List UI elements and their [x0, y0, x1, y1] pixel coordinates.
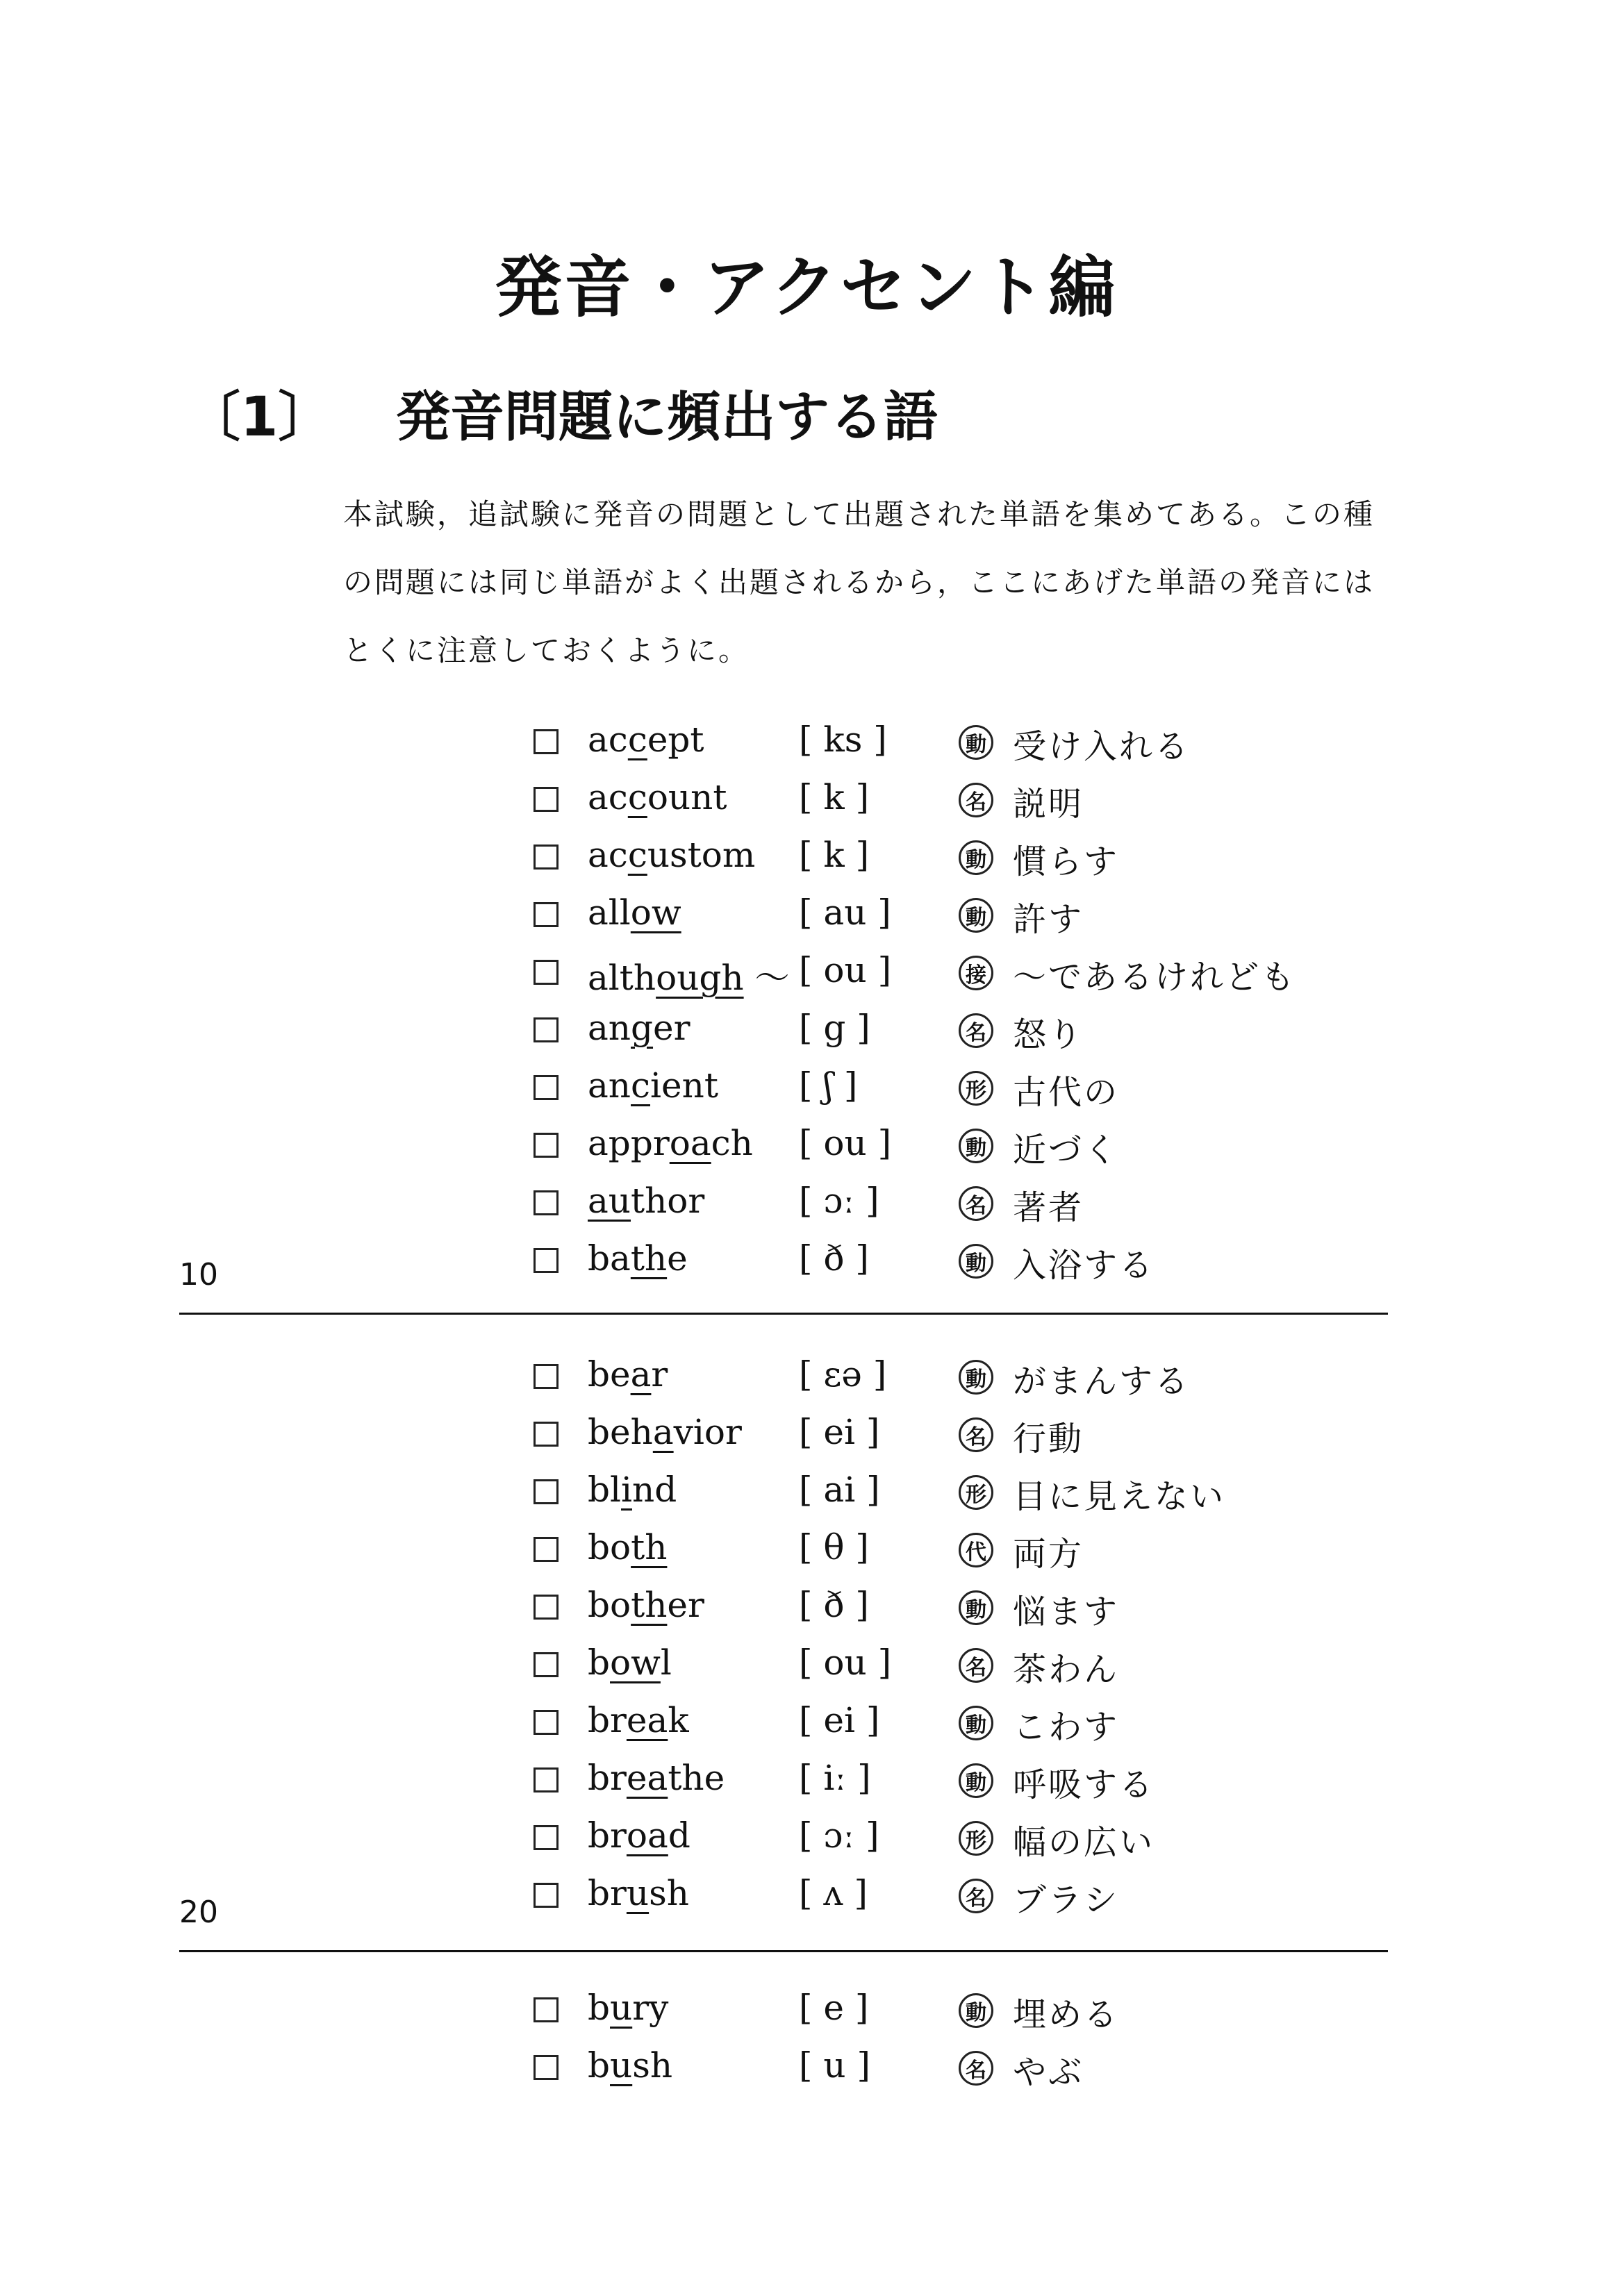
list-item: [533, 1642, 1437, 1691]
part-of-speech-badge: 動: [959, 1763, 993, 1798]
meaning: 埋める: [1013, 1995, 1120, 2034]
underlined-letters: ea: [626, 1758, 668, 1798]
word-part: ～: [743, 958, 790, 998]
word: [588, 719, 704, 760]
word: [588, 1354, 668, 1395]
list-item: [533, 777, 1437, 826]
part-of-speech-badge: 名: [959, 783, 993, 817]
pronunciation: [ θ ]: [799, 1527, 869, 1567]
word-part: er: [667, 1585, 704, 1625]
underlined-letters: th: [631, 1585, 668, 1625]
word-part: an: [588, 1065, 631, 1106]
meaning: 茶わん: [1013, 1650, 1120, 1689]
word-part: vior: [673, 1412, 742, 1452]
checkbox[interactable]: [533, 960, 559, 985]
meaning: 行動: [1013, 1420, 1084, 1458]
part-of-speech-badge: 形: [959, 1821, 993, 1856]
pronunciation: [ ʃ ]: [799, 1065, 858, 1106]
underlined-letters: ea: [626, 1700, 668, 1740]
part-of-speech-badge: 形: [959, 1071, 993, 1106]
pronunciation: [ ð ]: [799, 1238, 869, 1279]
word: [588, 1642, 672, 1683]
word: [588, 777, 727, 817]
checkbox[interactable]: [533, 2055, 559, 2080]
word-part: an: [588, 1008, 631, 1048]
part-of-speech-badge: 名: [959, 2051, 993, 2086]
underlined-letters: a: [652, 1412, 674, 1452]
checkbox[interactable]: [533, 1017, 559, 1042]
word-part: bo: [588, 1585, 631, 1625]
checkbox[interactable]: [533, 845, 559, 870]
underlined-letters: oa: [626, 1815, 668, 1856]
line-number-20: 20: [179, 1895, 218, 1930]
pronunciation: [ k ]: [799, 777, 870, 817]
meaning: 怒り: [1013, 1015, 1084, 1054]
meaning: 目に見えない: [1013, 1477, 1226, 1516]
underlined-letters: ow: [630, 892, 681, 933]
meaning: 悩ます: [1013, 1592, 1120, 1631]
list-item: [533, 1815, 1437, 1864]
pronunciation: [ ʌ ]: [799, 1873, 868, 1913]
word-part: bl: [588, 1470, 621, 1510]
list-item: [533, 2045, 1437, 2094]
list-item: [533, 1585, 1437, 1633]
word: [588, 1065, 718, 1106]
word-part: b: [588, 1642, 611, 1683]
underlined-letters: au: [588, 1181, 631, 1221]
checkbox[interactable]: [533, 1652, 559, 1677]
word: [588, 1988, 668, 2028]
list-item: [533, 1758, 1437, 1806]
part-of-speech-badge: 動: [959, 1129, 993, 1163]
intro-paragraph: 本試験，追試験に発音の問題として出題された単語を集めてある。この種の問題には同じ単語がよく出題されるから，ここにあげた単語の発音にはとくに注意しておくように。: [343, 497, 1375, 667]
pronunciation: [ ɔː ]: [799, 1181, 879, 1221]
underlined-letters: u: [610, 1988, 633, 2028]
word: [588, 1585, 704, 1625]
part-of-speech-badge: 代: [959, 1533, 993, 1567]
word: [588, 1527, 667, 1567]
underlined-letters: oa: [669, 1123, 711, 1163]
part-of-speech-badge: 動: [959, 898, 993, 933]
word-part: ount: [647, 777, 727, 817]
underlined-letters: th: [631, 1527, 668, 1567]
underlined-letters: th: [630, 1238, 668, 1279]
checkbox[interactable]: [533, 1364, 559, 1389]
meaning: こわす: [1013, 1708, 1120, 1747]
underlined-letters: c: [627, 719, 647, 760]
word-part: b: [588, 2045, 611, 2086]
pronunciation: [ ɔː ]: [799, 1815, 879, 1856]
meaning: 許す: [1013, 900, 1084, 939]
pronunciation: [ ou ]: [799, 950, 892, 990]
word-part: r: [651, 1354, 668, 1395]
word: [588, 1700, 689, 1740]
pronunciation: [ iː ]: [799, 1758, 871, 1798]
part-of-speech-badge: 名: [959, 1186, 993, 1221]
word-part: d: [668, 1815, 690, 1856]
word-part: b: [588, 1988, 611, 2028]
pronunciation: [ g ]: [799, 1008, 870, 1048]
checkbox[interactable]: [533, 1825, 559, 1850]
page-title: 発音・アクセント編: [495, 249, 1118, 326]
part-of-speech-badge: 名: [959, 1648, 993, 1683]
meaning: やぶ: [1013, 2053, 1084, 2092]
list-item: [533, 1988, 1437, 2036]
word-part: l: [660, 1642, 672, 1683]
word-part: ient: [650, 1065, 718, 1106]
word-part: e: [667, 1238, 688, 1279]
checkbox[interactable]: [533, 1422, 559, 1447]
word-part: sh: [632, 2045, 673, 2086]
word: [588, 1815, 690, 1856]
checkbox[interactable]: [533, 1710, 559, 1735]
underlined-letters: u: [610, 2045, 633, 2086]
pronunciation: [ e ]: [799, 1988, 869, 2028]
meaning: 古代の: [1013, 1073, 1120, 1112]
part-of-speech-badge: 名: [959, 1417, 993, 1452]
list-item: [533, 1238, 1437, 1287]
checkbox[interactable]: [533, 1248, 559, 1273]
list-item: [533, 1412, 1437, 1461]
word: [588, 835, 755, 875]
word-part: ac: [588, 719, 628, 760]
word: [588, 1238, 688, 1279]
underlined-letters: c: [627, 835, 647, 875]
meaning: 入浴する: [1013, 1246, 1155, 1285]
list-item: [533, 1123, 1437, 1172]
meaning: 慣らす: [1013, 842, 1120, 881]
meaning: 両方: [1013, 1535, 1084, 1574]
part-of-speech-badge: 動: [959, 725, 993, 760]
underlined-letters: c: [631, 1065, 651, 1106]
word-part: ry: [632, 1988, 669, 2028]
underlined-letters: ow: [610, 1642, 661, 1683]
word-part: ept: [647, 719, 704, 760]
section-number: 〔1〕: [186, 386, 333, 449]
meaning: 著者: [1013, 1188, 1084, 1227]
part-of-speech-badge: 名: [959, 1013, 993, 1048]
word-part: br: [588, 1758, 627, 1798]
part-of-speech-badge: 動: [959, 1590, 993, 1625]
checkbox[interactable]: [533, 1537, 559, 1562]
underlined-letters: c: [627, 777, 647, 817]
list-item: [533, 1470, 1437, 1518]
list-item: [533, 719, 1437, 768]
list-item: [533, 1008, 1437, 1056]
checkbox[interactable]: [533, 1595, 559, 1620]
checkbox[interactable]: [533, 1075, 559, 1100]
pronunciation: [ ɛə ]: [799, 1354, 887, 1395]
word-part: bo: [588, 1527, 631, 1567]
list-item: [533, 1065, 1437, 1114]
word-part: br: [588, 1815, 627, 1856]
pronunciation: [ k ]: [799, 835, 870, 875]
word: [588, 1758, 725, 1798]
checkbox[interactable]: [533, 1133, 559, 1158]
word-part: be: [588, 1354, 631, 1395]
list-item: [533, 1700, 1437, 1749]
pronunciation: [ au ]: [799, 892, 891, 933]
pronunciation: [ u ]: [799, 2045, 871, 2086]
part-of-speech-badge: 接: [959, 956, 993, 990]
list-item: [533, 835, 1437, 883]
word: [588, 1873, 689, 1913]
word-part: thor: [631, 1181, 705, 1221]
word-part: beh: [588, 1412, 653, 1452]
underlined-letters: u: [626, 1873, 650, 1913]
word-part: ustom: [647, 835, 756, 875]
word: [588, 1008, 690, 1048]
meaning: ～であるけれども: [1013, 958, 1297, 997]
word-part: br: [588, 1873, 627, 1913]
part-of-speech-badge: 動: [959, 840, 993, 875]
checkbox[interactable]: [533, 1190, 559, 1215]
pronunciation: [ ei ]: [799, 1700, 880, 1740]
word-part: ch: [711, 1123, 753, 1163]
list-item: [533, 1527, 1437, 1576]
part-of-speech-badge: 動: [959, 1993, 993, 2028]
list-item: [533, 1181, 1437, 1229]
checkbox[interactable]: [533, 1767, 559, 1792]
word-part: br: [588, 1700, 627, 1740]
pronunciation: [ ks ]: [799, 719, 887, 760]
list-item: [533, 1354, 1437, 1403]
meaning: 受け入れる: [1013, 727, 1191, 766]
word: [588, 1123, 753, 1163]
meaning: がまんする: [1013, 1362, 1191, 1401]
checkbox[interactable]: [533, 1883, 559, 1908]
underlined-letters: a: [630, 1354, 652, 1395]
word-part: sh: [649, 1873, 689, 1913]
word-part: ba: [588, 1238, 631, 1279]
part-of-speech-badge: 名: [959, 1879, 993, 1913]
word: [588, 2045, 672, 2086]
word: [588, 1412, 742, 1452]
word: [588, 950, 790, 1000]
pronunciation: [ ou ]: [799, 1123, 892, 1163]
meaning: 説明: [1013, 785, 1084, 824]
checkbox[interactable]: [533, 1479, 559, 1504]
checkbox[interactable]: [533, 787, 559, 812]
word-part: alth: [588, 958, 656, 998]
list-item: [533, 1873, 1437, 1922]
word-part: all: [588, 892, 631, 933]
meaning: 呼吸する: [1013, 1765, 1155, 1804]
word: [588, 892, 681, 933]
word-part: nd: [632, 1470, 677, 1510]
word-part: ac: [588, 835, 628, 875]
list-item: [533, 892, 1437, 941]
pronunciation: [ ð ]: [799, 1585, 869, 1625]
pronunciation: [ ei ]: [799, 1412, 880, 1452]
word: [588, 1470, 677, 1510]
part-of-speech-badge: 形: [959, 1475, 993, 1510]
word: [588, 1181, 704, 1221]
word-part: appr: [588, 1123, 670, 1163]
meaning: 幅の広い: [1013, 1823, 1155, 1862]
list-item: [533, 950, 1437, 999]
pronunciation: [ ai ]: [799, 1470, 880, 1510]
word-part: the: [668, 1758, 725, 1798]
part-of-speech-badge: 動: [959, 1244, 993, 1279]
pronunciation: [ ou ]: [799, 1642, 892, 1683]
checkbox[interactable]: [533, 1997, 559, 2022]
checkbox[interactable]: [533, 902, 559, 927]
line-number-10: 10: [179, 1257, 218, 1292]
part-of-speech-badge: 動: [959, 1706, 993, 1740]
meaning: ブラシ: [1013, 1881, 1120, 1920]
checkbox[interactable]: [533, 729, 559, 754]
underlined-letters: i: [621, 1470, 632, 1510]
underlined-letters: ough: [656, 958, 744, 998]
underlined-letters: g: [631, 1008, 654, 1048]
word-part: er: [653, 1008, 690, 1048]
word-part: k: [668, 1700, 689, 1740]
part-of-speech-badge: 動: [959, 1360, 993, 1395]
meaning: 近づく: [1013, 1131, 1120, 1170]
word-part: ac: [588, 777, 628, 817]
section-title: 発音問題に頻出する語: [396, 386, 938, 449]
